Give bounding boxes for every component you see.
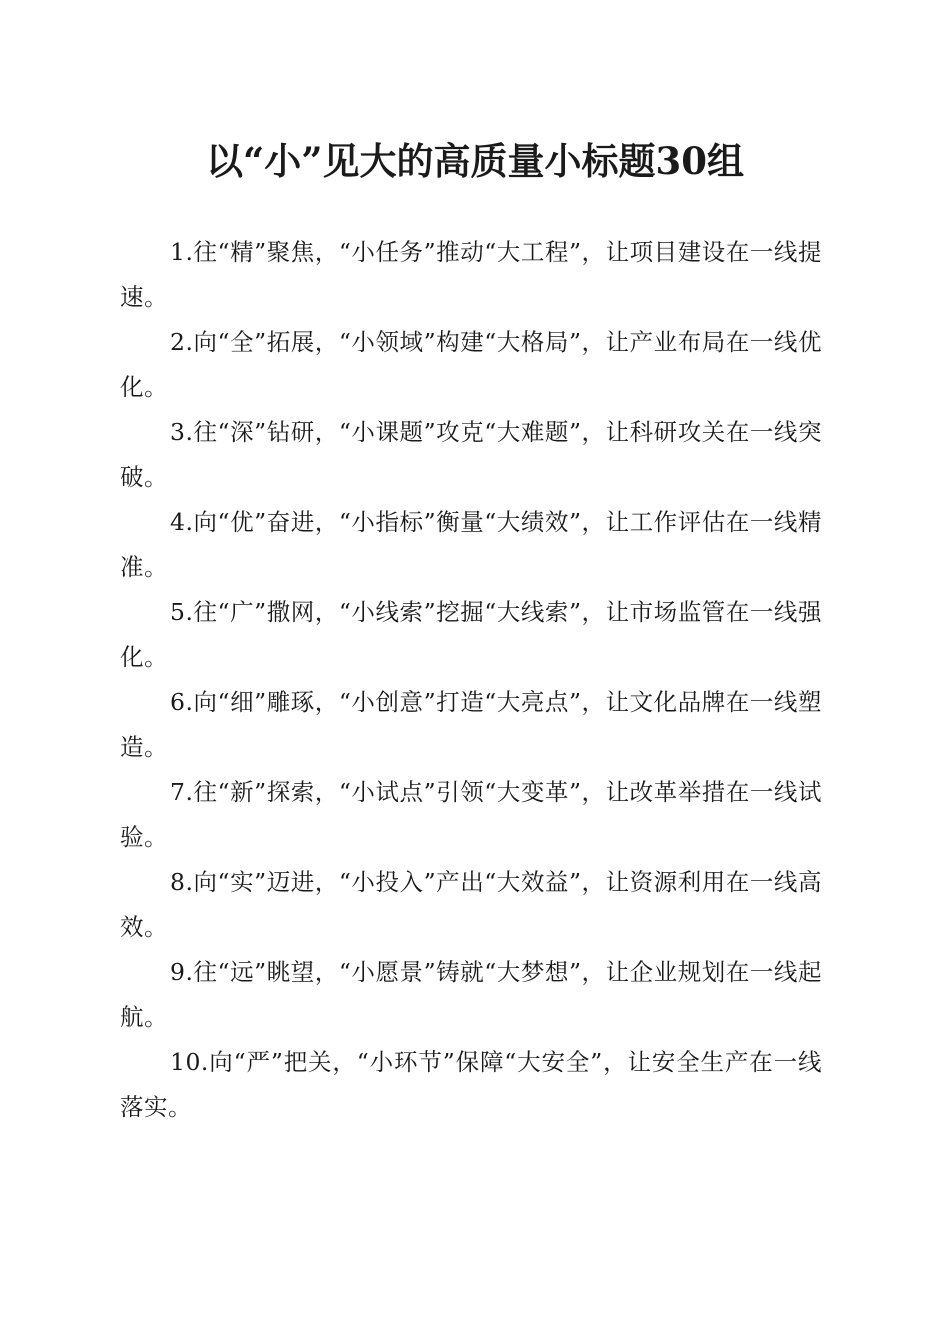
list-item: 4.向“优”奋进，“小指标”衡量“大绩效”，让工作评估在一线精准。 bbox=[120, 508, 822, 581]
list-item: 6.向“细”雕琢，“小创意”打造“大亮点”，让文化品牌在一线塑造。 bbox=[120, 688, 822, 761]
list-item: 9.往“远”眺望，“小愿景”铸就“大梦想”，让企业规划在一线起航。 bbox=[120, 958, 822, 1031]
title-list bbox=[120, 230, 822, 1130]
list-item: 8.向“实”迈进，“小投入”产出“大效益”，让资源利用在一线高效。 bbox=[120, 868, 822, 941]
list-item: 1.往“精”聚焦，“小任务”推动“大工程”，让项目建设在一线提速。 bbox=[120, 238, 822, 311]
list-item: 5.往“广”撒网，“小线索”挖掘“大线索”，让市场监管在一线强化。 bbox=[120, 598, 822, 671]
list-item: 10.向“严”把关，“小环节”保障“大安全”，让安全生产在一线落实。 bbox=[120, 1048, 822, 1121]
list-item: 2.向“全”拓展，“小领域”构建“大格局”，让产业布局在一线优化。 bbox=[120, 328, 822, 401]
document-title: 以“小”见大的高质量小标题30组 bbox=[205, 139, 745, 183]
list-item: 3.往“深”钻研，“小课题”攻克“大难题”，让科研攻关在一线突破。 bbox=[120, 418, 822, 491]
list-item: 7.往“新”探索，“小试点”引领“大变革”，让改革举措在一线试验。 bbox=[120, 778, 822, 851]
